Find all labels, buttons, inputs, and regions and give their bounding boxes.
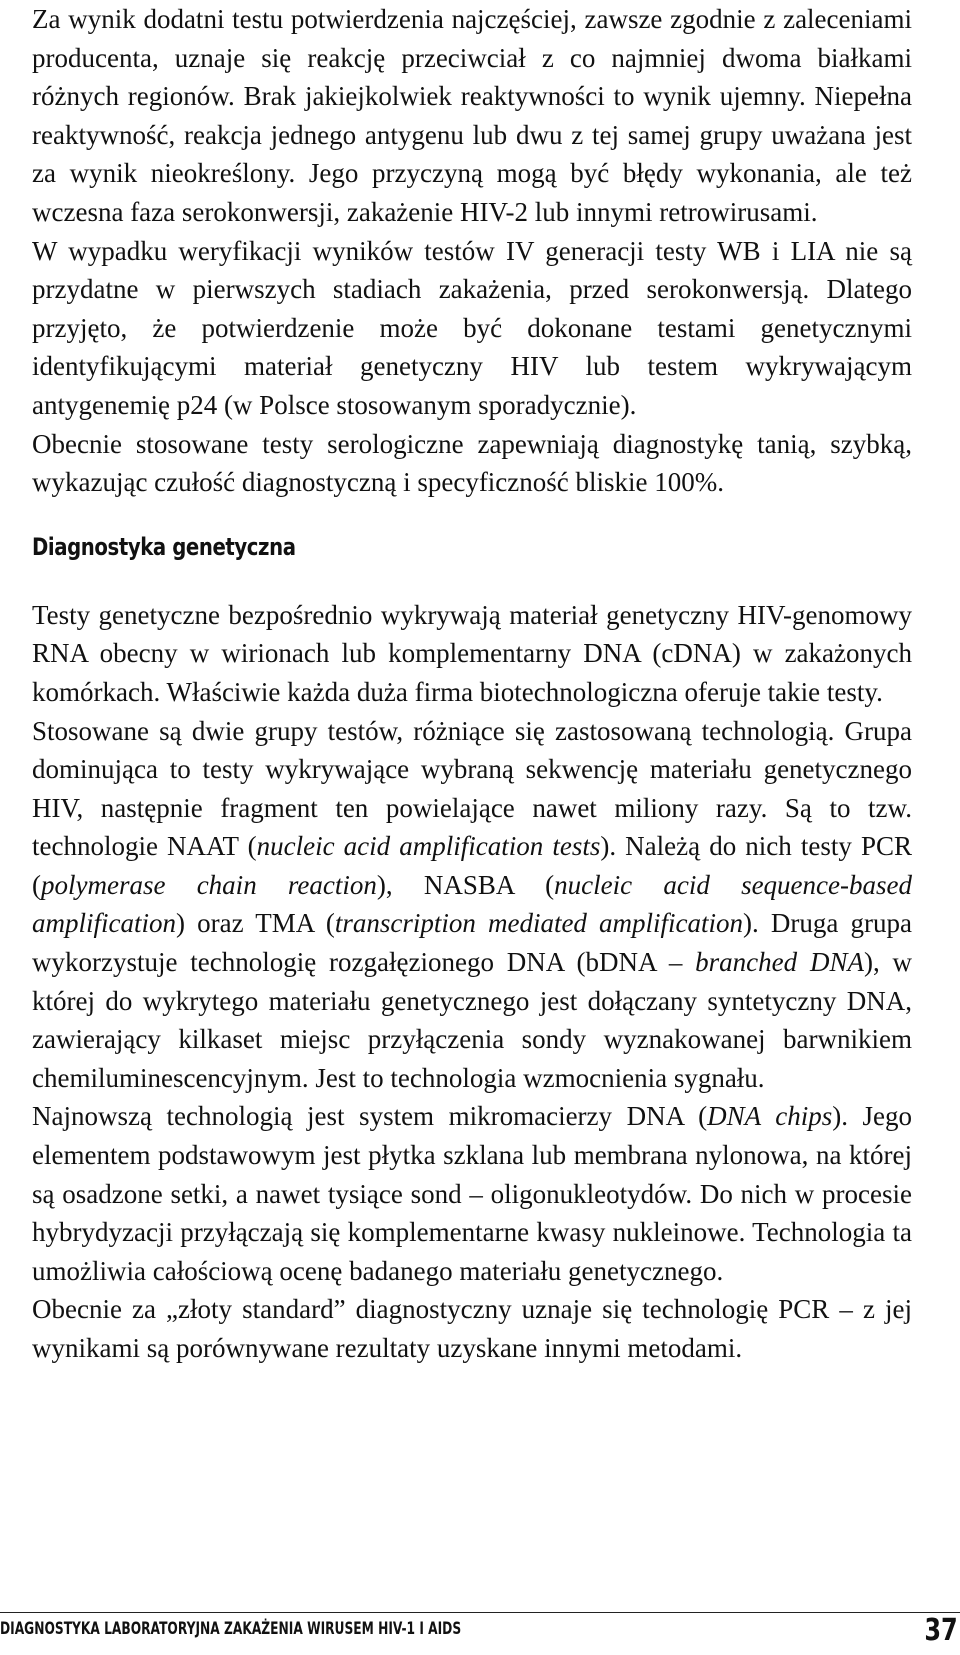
paragraph-confirmation-result: Za wynik dodatni testu potwierdzenia najczęściej, zawsze zgodnie z zaleceniami producenta, uznaje się reakcję przeciwciał z co najmniej dwoma białkami różnych regionów. Brak jakiejkolwiek reaktywności to wynik ujemny. Niepełna reaktywność, reakcja jednego antygenu lub dwu z tej samej grupy uważana jest za wynik nieokreślony. Jego przyczyną mogą być błędy wykonania, ale też wczesna faza serokonwersji, zakażenie HIV-2 lub innymi retrowirusami. [32,4,912,227]
paragraph-serology-summary: Obecnie stosowane testy serologiczne zapewniają diagnostykę tanią, szybką, wykazując czułość diagnostyczną i specyficzność bliskie 100%. [32,428,912,498]
running-title: DIAGNOSTYKA LABORATORYJNA ZAKAŻENIA WIRUSEM HIV-1 I AIDS [0,1619,462,1639]
text-run: Najnowszą technologią jest system mikromacierzy DNA ( [32,1101,708,1132]
italic-term: transcription mediated amplification [334,908,744,939]
page-footer [0,1612,960,1655]
italic-term: nucleic acid sequence-based amplification [32,869,912,939]
body-text [32,0,912,1368]
section-heading: Diagnostyka genetyczna [32,532,296,561]
text-run: ) oraz TMA ( [176,908,335,939]
paragraph-microarray [32,1097,912,1290]
text-run: ), w której do wykrytego materiału genetycznego jest dołączany syntetyczny DNA, zawierający kilkaset miejsc przyłączenia sondy wyznakowanej barwnikiem chemiluminescencyjnym. Jest to technologia wzmocnienia sygnału. [32,947,912,1093]
italic-term: polymerase chain reaction [41,869,377,900]
text-run: ). Jego elementem podstawowym jest płytka szklana lub membrana nylonowa, na której są osadzone setki, a nawet tysiące sond – oligonukleotydów. Do nich w procesie hybrydyzacji przyłączają się komplementarne kwasy nukleinowe. Technologia ta umożliwia całościową ocenę badanego materiału genetycznego. [32,1101,912,1286]
text-run: ). Należą do nich testy PCR ( [32,831,912,900]
italic-term: nucleic acid amplification tests [256,831,601,862]
paragraph-genetic-tests: Testy genetyczne bezpośrednio wykrywają materiał genetyczny HIV-genomowy RNA obecny w wirionach lub komplementarny DNA (cDNA) w zakażonych komórkach. Właściwie każda duża firma biotechnologiczna oferuje takie testy. [32,599,912,707]
text-run: ), NASBA ( [376,869,555,900]
page-number: 37 [924,1613,958,1648]
italic-term: DNA chips [707,1101,833,1132]
paragraph-test-groups [32,712,912,1098]
italic-term: branched DNA [695,947,864,978]
paragraph-verification: W wypadku weryfikacji wyników testów IV generacji testy WB i LIA nie są przydatne w pierwszych stadiach zakażenia, przed serokonwersją. Dlatego przyjęto, że potwierdzenie może być dokonane testami genetycznymi identyfikującymi materiał genetyczny HIV lub testem wykrywającym antygenemię p24 (w Polsce stosowanym sporadycznie). [32,235,912,420]
text-run: ). Druga grupa wykorzystuje technologię rozgałęzionego DNA (bDNA – [32,908,912,978]
paragraph-gold-standard: Obecnie za „złoty standard” diagnostyczny uznaje się technologię PCR – z jej wynikami są porównywane rezultaty uzyskane innymi metodami. [32,1294,912,1363]
text-run: Stosowane są dwie grupy testów, różniące się zastosowaną technologią. Grupa dominująca to testy wykrywające wybraną sekwencję materiału genetycznego HIV, następnie fragment ten powielające nawet miliony razy. Są to tzw. technologie NAAT ( [32,715,912,862]
